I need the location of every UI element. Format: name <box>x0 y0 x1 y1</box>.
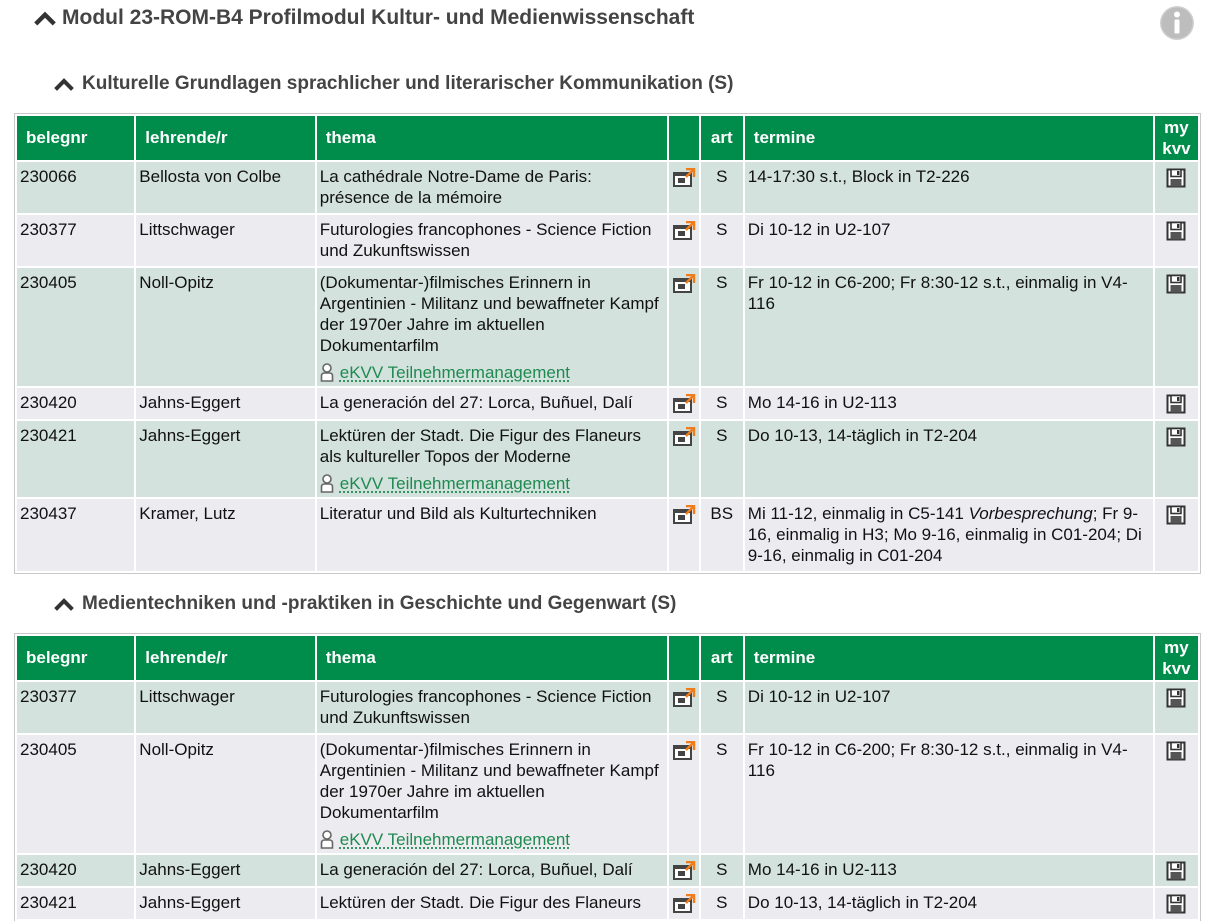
table-row <box>17 855 1198 886</box>
lehrende-cell: Bellosta von Colbe <box>136 162 314 213</box>
section-header-kulturelle-grundlagen[interactable] <box>54 71 733 97</box>
thema-link[interactable]: (Dokumentar-)filmisches Erinnern in Argentinien - Militanz und bewaffneter Kampf der 1970er Jahre im aktuellen Dokumentarfilm <box>319 273 659 355</box>
ekvv-teilnehmermanagement-link[interactable]: eKVV Teilnehmermanagement <box>339 474 571 493</box>
module-title: Modul 23-ROM-B4 Profilmodul Kultur- und Medienwissenschaft <box>62 6 695 29</box>
save-to-mykvv-icon[interactable] <box>1166 861 1186 881</box>
thema-link[interactable]: La generación del 27: Lorca, Buñuel, Dalí <box>319 393 633 412</box>
header-mykvv[interactable] <box>1155 116 1198 160</box>
mykvv-cell <box>1155 888 1198 919</box>
termine-text: Mi 11-12, einmalig in C5-141 <box>747 504 969 523</box>
table-row <box>17 735 1198 853</box>
art-cell: S <box>701 888 743 919</box>
termine-cell: Di 10-12 in U2-107 <box>745 682 1153 733</box>
thema-cell <box>317 855 667 886</box>
header-thema[interactable]: thema <box>317 116 667 160</box>
art-cell: S <box>701 268 743 386</box>
ekvv-participant-management <box>320 473 664 494</box>
termine-cell: Fr 10-12 in C6-200; Fr 8:30-12 s.t., einmalig in V4-116 <box>745 735 1153 853</box>
ekvv-participant-management <box>320 829 664 850</box>
open-in-window-icon[interactable] <box>672 427 696 447</box>
thema-link[interactable]: Futurologies francophones - Science Fiction und Zukunftswissen <box>319 687 652 727</box>
header-my-label: my <box>1164 118 1189 137</box>
mykvv-cell <box>1155 162 1198 213</box>
mykvv-cell <box>1155 268 1198 386</box>
header-termine[interactable]: termine <box>745 116 1153 160</box>
thema-cell <box>317 388 667 419</box>
open-details-cell <box>669 215 699 266</box>
table-row <box>17 215 1198 266</box>
person-icon[interactable] <box>320 363 334 383</box>
thema-link[interactable]: La generación del 27: Lorca, Buñuel, Dalí <box>319 860 633 879</box>
table-header-row <box>17 636 1198 680</box>
save-to-mykvv-icon[interactable] <box>1166 394 1186 414</box>
collapse-chevron-icon[interactable] <box>54 74 74 94</box>
thema-link[interactable]: Lektüren der Stadt. Die Figur des Flaneurs <box>319 893 642 912</box>
thema-cell <box>317 735 667 853</box>
open-in-window-icon[interactable] <box>672 861 696 881</box>
header-kvv-label: kvv <box>1162 139 1191 158</box>
section-title: Medientechniken und -praktiken in Geschichte und Gegenwart (S) <box>82 593 677 614</box>
open-in-window-icon[interactable] <box>672 394 696 414</box>
save-to-mykvv-icon[interactable] <box>1166 894 1186 914</box>
section-title: Kulturelle Grundlagen sprachlicher und literarischer Kommunikation (S) <box>82 73 734 94</box>
table-row <box>17 388 1198 419</box>
open-details-cell <box>669 682 699 733</box>
table-row <box>17 421 1198 497</box>
save-to-mykvv-icon[interactable] <box>1166 741 1186 761</box>
belegnr-cell: 230420 <box>17 855 134 886</box>
ekvv-teilnehmermanagement-link[interactable]: eKVV Teilnehmermanagement <box>339 363 571 382</box>
termine-cell: Do 10-13, 14-täglich in T2-204 <box>745 421 1153 497</box>
termine-cell: Mo 14-16 in U2-113 <box>745 855 1153 886</box>
termine-cell: Mo 14-16 in U2-113 <box>745 388 1153 419</box>
thema-link[interactable]: Literatur und Bild als Kulturtechniken <box>319 504 597 523</box>
belegnr-cell: 230421 <box>17 888 134 919</box>
save-to-mykvv-icon[interactable] <box>1166 505 1186 525</box>
mykvv-cell <box>1155 421 1198 497</box>
table-row <box>17 268 1198 386</box>
termine-cell: 14-17:30 s.t., Block in T2-226 <box>745 162 1153 213</box>
art-cell: S <box>701 388 743 419</box>
header-lehrende[interactable]: lehrende/r <box>136 116 314 160</box>
thema-cell <box>317 162 667 213</box>
section-header-medientechniken[interactable] <box>54 591 676 617</box>
art-cell: S <box>701 855 743 886</box>
belegnr-cell: 230066 <box>17 162 134 213</box>
lehrende-cell: Kramer, Lutz <box>136 499 314 571</box>
thema-cell <box>317 682 667 733</box>
open-details-cell <box>669 888 699 919</box>
header-kvv-label: kvv <box>1162 659 1191 678</box>
header-lehrende[interactable]: lehrende/r <box>136 636 314 680</box>
termine-cell: Di 10-12 in U2-107 <box>745 215 1153 266</box>
header-belegnr[interactable]: belegnr <box>17 636 134 680</box>
thema-cell <box>317 268 667 386</box>
save-to-mykvv-icon[interactable] <box>1166 168 1186 188</box>
info-icon[interactable] <box>1158 4 1196 42</box>
lehrende-cell: Jahns-Eggert <box>136 888 314 919</box>
header-thema[interactable]: thema <box>317 636 667 680</box>
belegnr-cell: 230377 <box>17 215 134 266</box>
thema-cell <box>317 888 667 919</box>
person-icon[interactable] <box>320 474 334 494</box>
lehrende-cell: Littschwager <box>136 682 314 733</box>
open-in-window-icon[interactable] <box>672 688 696 708</box>
mykvv-cell <box>1155 499 1198 571</box>
art-cell: S <box>701 215 743 266</box>
belegnr-cell: 230405 <box>17 735 134 853</box>
lehrende-cell: Littschwager <box>136 215 314 266</box>
save-to-mykvv-icon[interactable] <box>1166 688 1186 708</box>
thema-cell <box>317 215 667 266</box>
open-details-cell <box>669 855 699 886</box>
header-termine[interactable]: termine <box>745 636 1153 680</box>
collapse-chevron-icon[interactable] <box>54 594 74 614</box>
table-header-row <box>17 116 1198 160</box>
open-in-window-icon[interactable] <box>672 221 696 241</box>
open-in-window-icon[interactable] <box>672 168 696 188</box>
table-row <box>17 162 1198 213</box>
open-details-cell <box>669 388 699 419</box>
belegnr-cell: 230437 <box>17 499 134 571</box>
art-cell: S <box>701 162 743 213</box>
header-art[interactable]: art <box>701 636 743 680</box>
thema-link[interactable]: Lektüren der Stadt. Die Figur des Flaneurs als kultureller Topos der Moderne <box>319 426 642 466</box>
open-details-cell <box>669 268 699 386</box>
person-icon[interactable] <box>320 830 334 850</box>
thema-cell <box>317 421 667 497</box>
open-details-cell <box>669 499 699 571</box>
header-my-label: my <box>1164 638 1189 657</box>
belegnr-cell: 230405 <box>17 268 134 386</box>
header-art[interactable]: art <box>701 116 743 160</box>
header-mykvv[interactable] <box>1155 636 1198 680</box>
mykvv-cell <box>1155 855 1198 886</box>
open-in-window-icon[interactable] <box>672 741 696 761</box>
course-table-medientechniken <box>14 633 1201 921</box>
art-cell: BS <box>701 499 743 571</box>
mykvv-cell <box>1155 682 1198 733</box>
header-belegnr[interactable]: belegnr <box>17 116 134 160</box>
termine-cell: Do 10-13, 14-täglich in T2-204 <box>745 888 1153 919</box>
thema-link[interactable]: Futurologies francophones - Science Fiction und Zukunftswissen <box>319 220 652 260</box>
art-cell: S <box>701 421 743 497</box>
save-to-mykvv-icon[interactable] <box>1166 427 1186 447</box>
art-cell: S <box>701 682 743 733</box>
open-in-window-icon[interactable] <box>672 505 696 525</box>
lehrende-cell: Jahns-Eggert <box>136 855 314 886</box>
thema-cell <box>317 499 667 571</box>
save-to-mykvv-icon[interactable] <box>1166 274 1186 294</box>
mykvv-cell <box>1155 388 1198 419</box>
belegnr-cell: 230421 <box>17 421 134 497</box>
table-row <box>17 499 1198 571</box>
termine-text: ; Fr 9-16, einmalig in H3; Mo 9-16, einmalig in C01-204; Di 9-16, einmalig in C01-204 <box>747 504 1142 565</box>
header-link[interactable] <box>669 116 699 160</box>
mykvv-cell <box>1155 735 1198 853</box>
open-details-cell <box>669 421 699 497</box>
course-table-kulturelle-grundlagen <box>14 113 1201 574</box>
termine-cell: Fr 10-12 in C6-200; Fr 8:30-12 s.t., einmalig in V4-116 <box>745 268 1153 386</box>
open-in-window-icon[interactable] <box>672 274 696 294</box>
lehrende-cell: Noll-Opitz <box>136 268 314 386</box>
thema-link[interactable]: La cathédrale Notre-Dame de Paris: présence de la mémoire <box>319 167 592 207</box>
termine-cell <box>745 499 1153 571</box>
lehrende-cell: Jahns-Eggert <box>136 388 314 419</box>
mykvv-cell <box>1155 215 1198 266</box>
open-details-cell <box>669 162 699 213</box>
belegnr-cell: 230420 <box>17 388 134 419</box>
module-header[interactable] <box>34 4 694 32</box>
table-row <box>17 682 1198 733</box>
table-row <box>17 888 1198 919</box>
termine-note: Vorbesprechung <box>968 504 1093 523</box>
lehrende-cell: Jahns-Eggert <box>136 421 314 497</box>
art-cell: S <box>701 735 743 853</box>
header-link[interactable] <box>669 636 699 680</box>
collapse-chevron-icon[interactable] <box>34 7 56 29</box>
open-details-cell <box>669 735 699 853</box>
save-to-mykvv-icon[interactable] <box>1166 221 1186 241</box>
thema-link[interactable]: (Dokumentar-)filmisches Erinnern in Argentinien - Militanz und bewaffneter Kampf der 1970er Jahre im aktuellen Dokumentarfilm <box>319 740 659 822</box>
ekvv-participant-management <box>320 362 664 383</box>
open-in-window-icon[interactable] <box>672 894 696 914</box>
lehrende-cell: Noll-Opitz <box>136 735 314 853</box>
ekvv-teilnehmermanagement-link[interactable]: eKVV Teilnehmermanagement <box>339 830 571 849</box>
belegnr-cell: 230377 <box>17 682 134 733</box>
